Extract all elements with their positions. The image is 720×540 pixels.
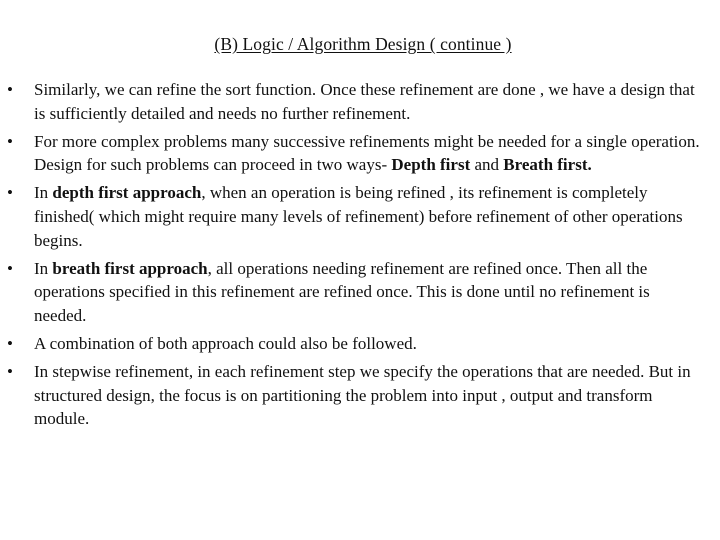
bullet-text: In <box>34 258 53 278</box>
bullet-text: , all operations needing refinement are refined once. Then all the operations specified in this refinement are refined once. This is done until no refinement is needed. <box>34 258 650 326</box>
bullet-text: For more complex problems many successive refinements might be needed for a single operation. Design for such problems can proceed in two ways- <box>34 131 700 175</box>
bullet-text: A combination of both approach could also be followed. <box>34 333 417 353</box>
bullet-text: and <box>470 155 504 175</box>
bullet-text: , when an operation is being refined , its refinement is completely finished( which might require many levels of refinement) before refinement of other operations begins. <box>34 183 683 250</box>
bullet-text: In stepwise refinement, in each refinement step we specify the operations that are needed. But in structured design, the focus is on partitioning the problem into input , output and transform module. <box>34 361 691 429</box>
bold-term-breath-first-approach: breath first approach <box>52 258 208 278</box>
bullet-stepwise-refinement <box>0 360 700 431</box>
bullet-text: Similarly, we can refine the sort function. Once these refinement are done , we have a design that is sufficiently detailed and needs no further refinement. <box>34 80 695 123</box>
bullet-depth-first <box>0 181 700 252</box>
bullet-list <box>0 78 700 435</box>
bold-term-breath-first: Breath first. <box>503 155 592 175</box>
slide-title: (B) Logic / Algorithm Design ( continue ) <box>214 34 512 54</box>
bullet-complex-problems <box>0 130 700 178</box>
bullet-text: In <box>34 183 53 203</box>
bullet-combination <box>0 332 700 356</box>
bold-term-depth-first: Depth first <box>391 155 471 175</box>
bullet-breath-first <box>0 257 700 328</box>
bold-term-depth-first-approach: depth first approach <box>52 183 202 203</box>
bullet-refine-sort <box>0 78 700 126</box>
